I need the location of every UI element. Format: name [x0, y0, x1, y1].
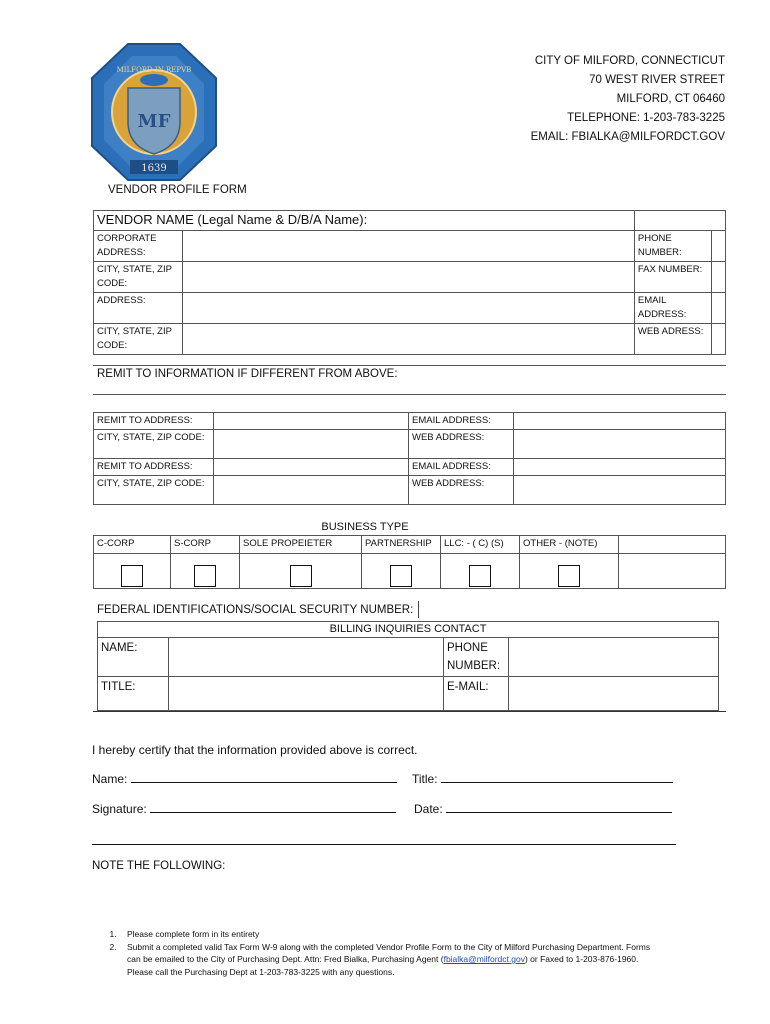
notes-list	[75, 928, 665, 978]
remit-email-1-field[interactable]	[514, 413, 726, 430]
city-state-zip-2-field[interactable]	[183, 324, 635, 355]
city-state-zip-label: CITY, STATE, ZIP CODE:	[94, 262, 183, 293]
billing-title-field[interactable]	[169, 677, 444, 711]
address-field[interactable]	[183, 293, 635, 324]
c-corp-checkbox[interactable]	[121, 565, 143, 587]
web-address-field[interactable]	[711, 324, 725, 355]
billing-title-label: TITLE:	[98, 677, 169, 711]
remit-info-table	[93, 412, 726, 505]
address-line-street: 70 WEST RIVER STREET	[589, 74, 725, 86]
corporate-address-field[interactable]	[183, 231, 635, 262]
billing-bottom-rule	[93, 711, 726, 712]
remit-address-1-field[interactable]	[214, 413, 409, 430]
city-state-zip-2-label: CITY, STATE, ZIP CODE:	[94, 324, 183, 355]
remit-address-1-label: REMIT TO ADDRESS:	[94, 413, 214, 430]
form-title: VENDOR PROFILE FORM	[108, 184, 247, 196]
svg-text:MF: MF	[137, 111, 171, 132]
s-corp-cell	[171, 554, 240, 589]
c-corp-cell	[94, 554, 171, 589]
city-address-block	[531, 52, 725, 147]
option-partnership-label: PARTNERSHIP	[362, 536, 441, 554]
remit-bottom-rule	[93, 394, 726, 395]
notes-heading: NOTE THE FOLLOWING:	[92, 860, 226, 872]
remit-city-2-label: CITY, STATE, ZIP CODE:	[94, 476, 214, 505]
other-checkbox[interactable]	[558, 565, 580, 587]
note-item-2-text-a: Submit a completed valid Tax Form W-9 along with the completed Vendor Profile Form to the City of Milford Purchasing Department. Forms can be emailed to the City of Purchasing Dept. Attn: Fred Bialka, Purchasing Agent (	[127, 941, 651, 964]
fax-number-field[interactable]	[711, 262, 725, 293]
llc-cell	[441, 554, 520, 589]
certify-title-row	[412, 772, 673, 786]
certify-name-line[interactable]	[131, 782, 397, 783]
remit-email-1-label: EMAIL ADDRESS:	[409, 413, 514, 430]
address-line-email: EMAIL: FBIALKA@MILFORDCT.GOV	[530, 131, 725, 143]
remit-web-1-label: WEB ADDRESS:	[409, 430, 514, 459]
sole-proprietor-checkbox[interactable]	[290, 565, 312, 587]
federal-id-label: FEDERAL IDENTIFICATIONS/SOCIAL SECURITY NUMBER:	[97, 604, 414, 616]
remit-email-2-label: EMAIL ADDRESS:	[409, 459, 514, 476]
city-seal-logo	[88, 42, 220, 182]
sole-proprietor-cell	[240, 554, 362, 589]
note-item-1	[119, 928, 665, 941]
certify-signature-label: Signature:	[92, 802, 151, 816]
certify-name-label: Name:	[92, 772, 131, 786]
remit-web-2-label: WEB ADDRESS:	[409, 476, 514, 505]
email-address-label: EMAIL ADDRESS:	[634, 293, 711, 324]
certify-date-row	[414, 802, 672, 816]
certify-statement: I hereby certify that the information provided above is correct.	[92, 743, 418, 757]
note-item-1-text: Please complete form in its entirety	[127, 929, 260, 939]
business-type-table	[93, 535, 726, 589]
partnership-checkbox[interactable]	[390, 565, 412, 587]
remit-web-1-field[interactable]	[514, 430, 726, 459]
federal-id-field[interactable]	[418, 601, 420, 618]
remit-heading: REMIT TO INFORMATION IF DIFFERENT FROM ABOVE:	[97, 368, 398, 380]
address-line-city: CITY OF MILFORD, CONNECTICUT	[534, 55, 725, 67]
address-line-telephone: TELEPHONE: 1-203-783-3225	[567, 112, 725, 124]
partnership-cell	[362, 554, 441, 589]
email-address-field[interactable]	[711, 293, 725, 324]
svg-text:1639: 1639	[141, 163, 167, 174]
address-line-zip: MILFORD, CT 06460	[616, 93, 725, 105]
option-sole-proprietor-label: SOLE PROPEIETER	[240, 536, 362, 554]
business-type-extra-cell	[619, 554, 726, 589]
address-label: ADDRESS:	[94, 293, 183, 324]
remit-city-2-field[interactable]	[214, 476, 409, 505]
business-type-extra	[619, 536, 726, 554]
s-corp-checkbox[interactable]	[194, 565, 216, 587]
remit-web-2-field[interactable]	[514, 476, 726, 505]
remit-city-1-field[interactable]	[214, 430, 409, 459]
certify-signature-row	[92, 802, 396, 816]
certify-signature-line[interactable]	[150, 812, 396, 813]
billing-email-field[interactable]	[509, 677, 719, 711]
fax-number-label: FAX NUMBER:	[634, 262, 711, 293]
corporate-address-label: CORPORATE ADDRESS:	[94, 231, 183, 262]
remit-city-1-label: CITY, STATE, ZIP CODE:	[94, 430, 214, 459]
phone-number-field[interactable]	[711, 231, 725, 262]
billing-heading: BILLING INQUIRIES CONTACT	[98, 622, 719, 638]
certify-title-line[interactable]	[441, 782, 673, 783]
certify-date-line[interactable]	[446, 812, 672, 813]
vendor-name-label: VENDOR NAME (Legal Name & D/B/A Name):	[94, 211, 635, 231]
vendor-info-table	[93, 210, 726, 355]
certify-date-label: Date:	[414, 802, 447, 816]
certify-name-row	[92, 772, 397, 786]
note-item-2	[119, 941, 665, 979]
billing-contact-table	[97, 621, 719, 711]
city-state-zip-field[interactable]	[183, 262, 635, 293]
llc-checkbox[interactable]	[469, 565, 491, 587]
purchasing-email-link[interactable]: fbialka@milfordct.gov	[443, 954, 525, 964]
svg-text:MILFORD IN REPVB: MILFORD IN REPVB	[116, 66, 192, 74]
phone-number-label: PHONE NUMBER:	[634, 231, 711, 262]
other-cell	[520, 554, 619, 589]
business-type-heading: BUSINESS TYPE	[321, 521, 409, 533]
remit-address-2-field[interactable]	[214, 459, 409, 476]
option-llc-label: LLC: - ( C) (S)	[441, 536, 520, 554]
option-s-corp-label: S-CORP	[171, 536, 240, 554]
billing-email-label: E-MAIL:	[444, 677, 509, 711]
vendor-name-field[interactable]	[634, 211, 725, 231]
billing-name-label: NAME:	[98, 638, 169, 677]
remit-top-rule	[93, 365, 726, 366]
certify-title-label: Title:	[412, 772, 441, 786]
billing-name-field[interactable]	[169, 638, 444, 677]
option-c-corp-label: C-CORP	[94, 536, 171, 554]
remit-address-2-label: REMIT TO ADDRESS:	[94, 459, 214, 476]
web-address-label: WEB ADRESS:	[634, 324, 711, 355]
option-other-label: OTHER - (NOTE)	[520, 536, 619, 554]
note-item-2-text-b: ) or Faxed to 1-203-876-1960. Please call the Purchasing Dept at 1-203-783-3225 with any questions.	[127, 954, 639, 977]
remit-email-2-field[interactable]	[514, 459, 726, 476]
billing-phone-label: PHONE NUMBER:	[444, 638, 509, 677]
certify-separator-rule	[92, 844, 676, 845]
billing-phone-field[interactable]	[509, 638, 719, 677]
